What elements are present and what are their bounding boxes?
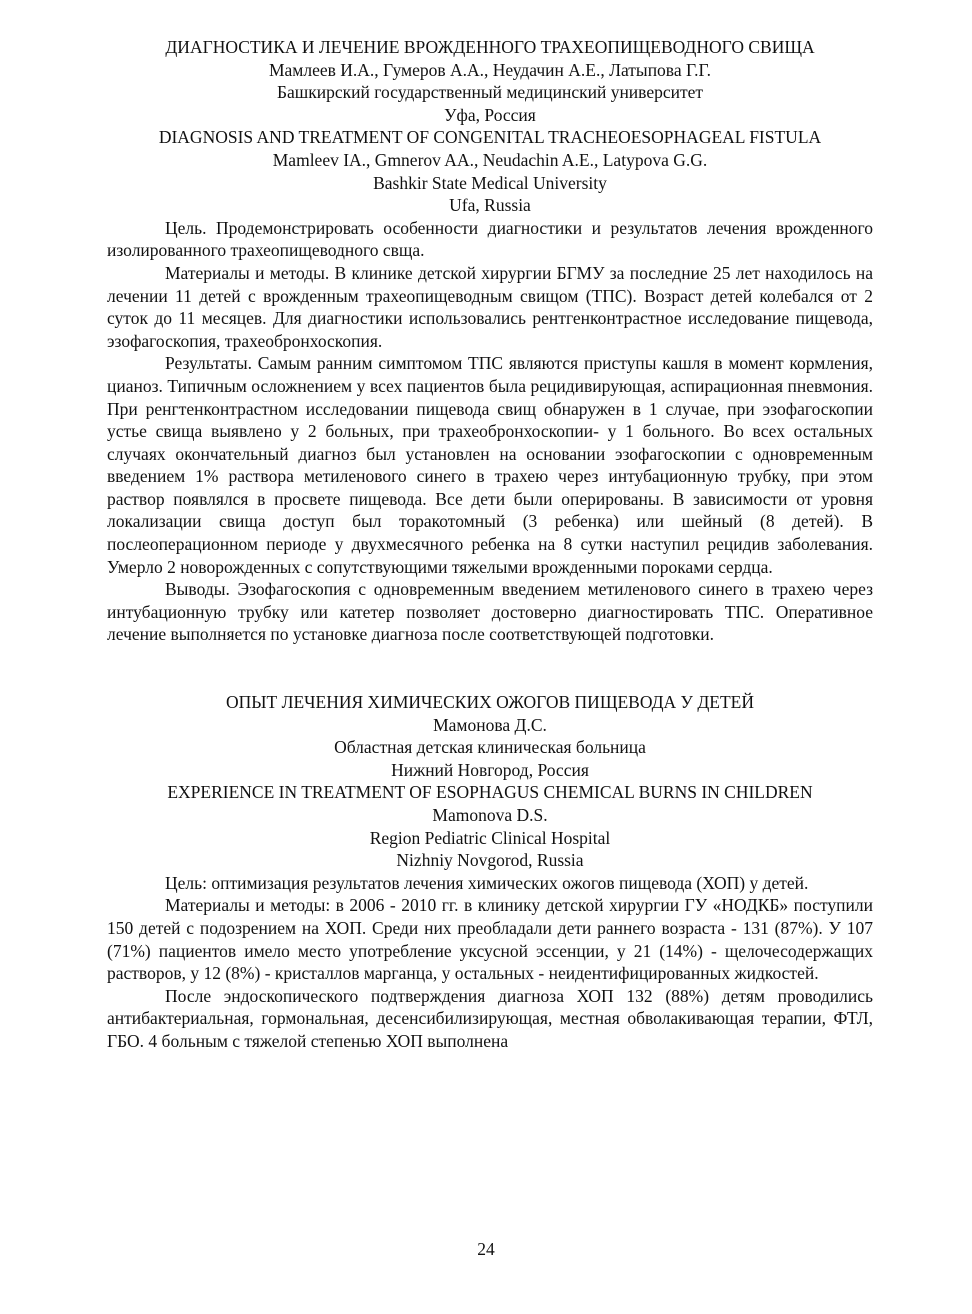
abstract-paragraph-methods: Материалы и методы: в 2006 - 2010 гг. в клинику детской хирургии ГУ «НОДКБ» поступили 150 детей с подозрением на ХОП. Среди них преобладали дети раннего возраста - 131 (87%). У 107 (71%) пациентов имело место употребление уксусной эссенции, у 21 (14%) - щелочесодержащих растворов, у 12 (8%) - кристаллов марганца, у остальных - неидентифицированных жидкостей.: [107, 895, 873, 984]
page-content: [107, 36, 873, 1053]
abstract-paragraph-conclusions: Выводы. Эзофагоскопия с одновременным введением метиленового синего в трахею через интубационную трубку или катетер позволяет достоверно диагностировать ТПС. Оперативное лечение выполняется по установке диагноза после соответствующей подготовки.: [107, 579, 873, 645]
abstract-authors-ru: Мамлеев И.А., Гумеров А.А., Неудачин А.Е., Латыпова Г.Г.: [268, 59, 712, 80]
abstract-city-ru: Уфа, Россия: [444, 104, 536, 125]
abstract-1: [107, 36, 873, 646]
abstract-affiliation-en: Region Pediatric Clinical Hospital: [369, 827, 611, 848]
abstract-2: [107, 691, 873, 1053]
abstract-title-ru: ОПЫТ ЛЕЧЕНИЯ ХИМИЧЕСКИХ ОЖОГОВ ПИЩЕВОДА У ДЕТЕЙ: [226, 692, 754, 713]
abstract-paragraph-results: Результаты. Самым ранним симптомом ТПС являются приступы кашля в момент кормления, цианоз. Типичным осложнением у всех пациентов была рецидивирующая, аспирационная пневмония. При ренгтенконтрастном исследовании пищевода свищ обнаружен в 1 случае, при эзофагоскопии устье свища выявлено у 2 больных, при трахеобронхоскопии- у 1 больного. Во всех остальных случаях окончательный диагноз был установлен на основании эзофагоскопии с одновременным введением 1% раствора метиленового синего в трахею через интубационную трубку, при этом раствор появлялся в просвете пищевода. Все дети были оперированы. В зависимости от уровня локализации свища доступ был торакотомный (3 ребенка) или шейный (8 детей). В послеоперационном периоде у двухмесячного ребенка на 8 сутки наступил рецидив заболевания. Умерло 2 новорожденных с сопутствующими тяжелыми врожденными пороками сердца.: [107, 353, 873, 577]
abstract-city-en: Ufa, Russia: [449, 195, 531, 216]
abstract-city-en: Nizhniy Novgorod, Russia: [396, 850, 584, 871]
abstract-paragraph-aim: Цель: оптимизация результатов лечения химических ожогов пищевода (ХОП) у детей.: [165, 872, 809, 893]
abstract-paragraph-methods: Материалы и методы. В клинике детской хирургии БГМУ за последние 25 лет находилось на лечении 11 детей с врожденным трахеопищеводным свищом (ТПС). Возраст детей колебался от 2 суток до 11 месяцев. Для диагностики использовались рентгенконтрастное исследование пищевода, эзофагоскопия, трахеобронхоскопия.: [107, 262, 873, 351]
section-spacer: [107, 646, 873, 691]
page-number: 24: [477, 1239, 495, 1259]
abstract-paragraph-aim: Цель. Продемонстрировать особенности диагностики и результатов лечения врожденного изолированного трахеопищеводного свща.: [107, 217, 873, 261]
abstract-authors-ru: Мамонова Д.С.: [433, 714, 547, 735]
abstract-authors-en: Mamonova D.S.: [432, 805, 548, 825]
abstract-city-ru: Нижний Новгород, Россия: [391, 759, 589, 780]
abstract-title-en: DIAGNOSIS AND TREATMENT OF CONGENITAL TRACHEOESOPHAGEAL FISTULA: [158, 127, 822, 148]
abstract-affiliation-ru: Областная детская клиническая больница: [334, 737, 646, 758]
abstract-affiliation-ru: Башкирский государственный медицинский университет: [276, 82, 704, 103]
abstract-affiliation-en: Bashkir State Medical University: [373, 172, 607, 193]
abstract-title-ru: ДИАГНОСТИКА И ЛЕЧЕНИЕ ВРОЖДЕННОГО ТРАХЕОПИЩЕВОДНОГО СВИЩА: [165, 37, 815, 57]
abstract-paragraph-treatment: После эндоскопического подтверждения диагноза ХОП 132 (88%) детям проводились антибактериальная, гормональная, десенсибилизирующая, местная обволакивающая терапии, ФТЛ, ГБО. 4 больным с тяжелой степенью ХОП выполнена: [107, 985, 873, 1051]
abstract-authors-en: Mamleev IA., Gmnerov AA., Neudachin A.E., Latypova G.G.: [272, 149, 708, 170]
abstract-title-en: EXPERIENCE IN TREATMENT OF ESOPHAGUS CHEMICAL BURNS IN CHILDREN: [167, 782, 813, 803]
